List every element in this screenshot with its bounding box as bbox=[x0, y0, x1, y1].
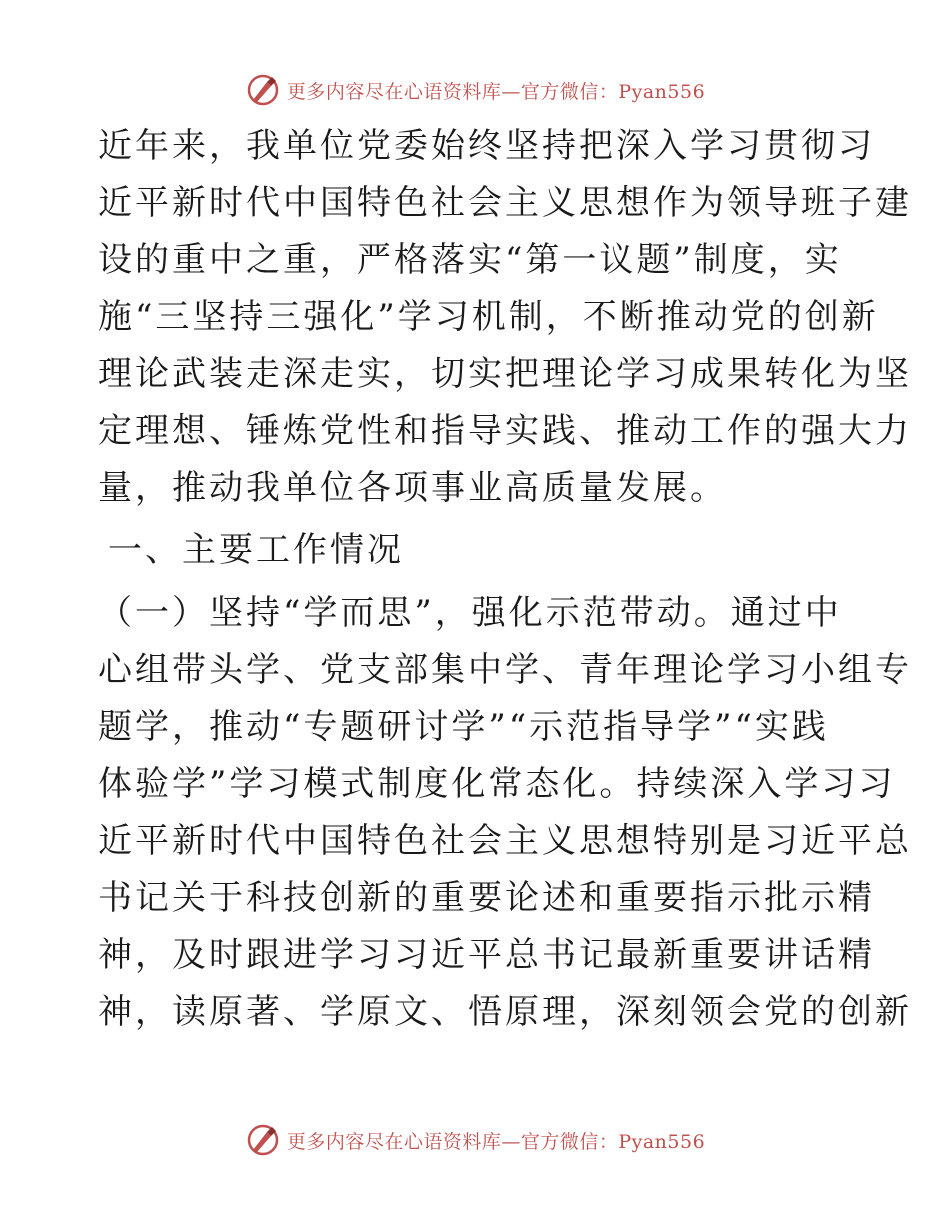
text-line: 心组带头学、党支部集中学、青年理论学习小组专 bbox=[98, 650, 912, 690]
text-line: 定理想、锤炼党性和指导实践、推动工作的强大力 bbox=[98, 411, 912, 451]
text-line: 设的重中之重，严格落实“第一议题”制度，实 bbox=[98, 240, 842, 280]
banner-label: 更多内容尽在心语资料库—官方微信： bbox=[286, 80, 619, 103]
header-watermark-banner bbox=[0, 70, 950, 110]
document-body bbox=[98, 118, 912, 1041]
section-paragraph bbox=[98, 585, 912, 1041]
text-line: 书记关于科技创新的重要论述和重要指示批示精 bbox=[98, 878, 875, 918]
text-line: 神，读原著、学原文、悟原理，深刻领会党的创新 bbox=[98, 992, 912, 1032]
banner-text bbox=[287, 77, 705, 104]
text-line: 理论武装走深走实，切实把理论学习成果转化为坚 bbox=[98, 354, 912, 394]
text-line: 题学，推动“专题研讨学”“示范指导学”“实践 bbox=[98, 707, 829, 747]
text-line: 体验学”学习模式制度化常态化。持续深入学习习 bbox=[98, 764, 896, 804]
text-line: 近年来，我单位党委始终坚持把深入学习贯彻习 bbox=[98, 126, 875, 166]
pen-logo-icon bbox=[245, 72, 281, 108]
wechat-id: Pyan556 bbox=[618, 1130, 706, 1153]
text-line: 量，推动我单位各项事业高质量发展。 bbox=[98, 468, 727, 508]
text-line: 近平新时代中国特色社会主义思想特别是习近平总 bbox=[98, 821, 912, 861]
text-line: 施“三坚持三强化”学习机制，不断推动党的创新 bbox=[98, 297, 879, 337]
text-line: 近平新时代中国特色社会主义思想作为领导班子建 bbox=[98, 183, 912, 223]
section-heading: 一、主要工作情况 bbox=[108, 530, 404, 570]
pen-logo-icon bbox=[245, 1122, 281, 1158]
intro-paragraph bbox=[98, 118, 912, 517]
text-line: （一）坚持“学而思”，强化示范带动。通过中 bbox=[98, 593, 842, 633]
text-line: 神，及时跟进学习习近平总书记最新重要讲话精 bbox=[98, 935, 875, 975]
wechat-id: Pyan556 bbox=[618, 80, 706, 103]
banner-label: 更多内容尽在心语资料库—官方微信： bbox=[286, 1130, 619, 1153]
footer-watermark-banner bbox=[0, 1120, 950, 1160]
banner-text bbox=[287, 1127, 705, 1154]
